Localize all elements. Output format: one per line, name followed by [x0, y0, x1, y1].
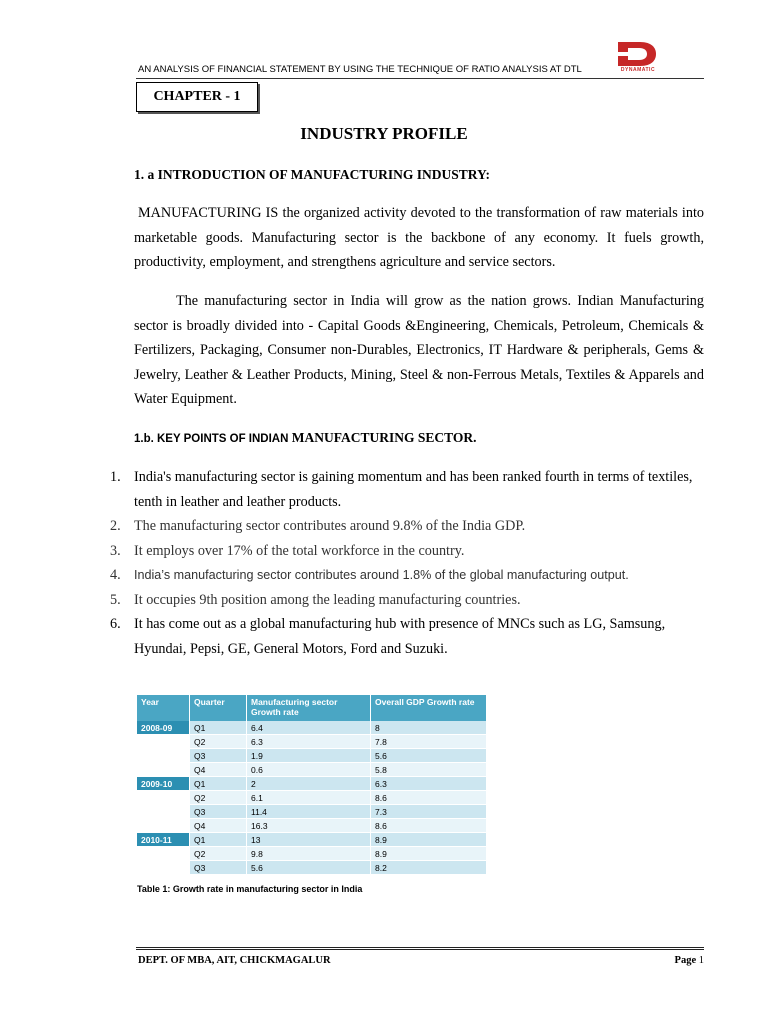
section-a-heading: 1. a INTRODUCTION OF MANUFACTURING INDUSTRY: [134, 167, 491, 182]
table-row [137, 735, 487, 749]
intro-paragraph [134, 201, 704, 275]
table-cell: Q3 [190, 805, 247, 819]
table-cell: 9.8 [247, 847, 371, 861]
table-row [137, 791, 487, 805]
key-points-list [110, 465, 704, 661]
header-title: AN ANALYSIS OF FINANCIAL STATEMENT BY USING THE TECHNIQUE OF RATIO ANALYSIS AT DTL [138, 64, 582, 75]
table-cell: Q1 [190, 777, 247, 791]
sector-paragraph [134, 289, 704, 412]
table-row [137, 861, 487, 875]
table-header-cell: Overall GDP Growth rate [371, 695, 487, 721]
table-cell [137, 847, 190, 861]
list-number: 1. [110, 469, 121, 485]
table-cell: 6.1 [247, 791, 371, 805]
table-cell: 5.6 [371, 749, 487, 763]
table-cell: 16.3 [247, 819, 371, 833]
page-title: INDUSTRY PROFILE [300, 124, 468, 143]
table-cell: Q4 [190, 819, 247, 833]
table-cell: 8.6 [371, 791, 487, 805]
table-cell: 8.2 [371, 861, 487, 875]
page-number: 1 [698, 955, 704, 966]
table-cell: 7.3 [371, 805, 487, 819]
table-row [137, 833, 487, 847]
list-text: The manufacturing sector contributes around 9.8% of the India GDP. [134, 518, 526, 534]
table-cell [137, 763, 190, 777]
table-cell [137, 819, 190, 833]
table-row [137, 805, 487, 819]
table-cell [137, 735, 190, 749]
section-b-heading [134, 430, 477, 446]
table-cell: 8.9 [371, 847, 487, 861]
table-header-cell: Quarter [190, 695, 247, 721]
table-cell: 1.9 [247, 749, 371, 763]
intro-paragraph-text: MANUFACTURING IS the organized activity devoted to the transformation of raw materials into marketable goods. Manufacturing sector is the backbone of any economy. It fuels growth, productivity, employment, and strengthens agriculture and service sectors. [134, 205, 704, 270]
list-text: India’s manufacturing sector contributes around 1.8% of the global manufacturing output. [134, 568, 629, 582]
table-header-cell: Year [137, 695, 190, 721]
chapter-label: CHAPTER - 1 [136, 82, 258, 112]
list-number: 4. [110, 567, 121, 583]
table-cell: 2008-09 [137, 721, 190, 735]
list-number: 6. [110, 616, 121, 632]
list-number: 2. [110, 518, 121, 534]
list-text: It employs over 17% of the total workforce in the country. [134, 542, 465, 559]
growth-rate-table [137, 695, 487, 875]
table-cell: 13 [247, 833, 371, 847]
section-b-prefix: 1.b. KEY POINTS OF INDIAN [134, 433, 289, 445]
table-cell [137, 805, 190, 819]
table-cell: 8 [371, 721, 487, 735]
section-b-suffix: MANUFACTURING SECTOR. [291, 430, 477, 445]
table-cell: 2009-10 [137, 777, 190, 791]
list-text: It occupies 9th position among the leading manufacturing countries. [134, 591, 521, 608]
header-rule [136, 78, 704, 79]
table-cell: 6.3 [247, 735, 371, 749]
list-item [110, 539, 704, 564]
page-label: Page [674, 955, 697, 966]
table-cell: Q1 [190, 721, 247, 735]
table-cell: 6.4 [247, 721, 371, 735]
table-cell: Q2 [190, 735, 247, 749]
table-cell: Q3 [190, 749, 247, 763]
table-cell: 5.8 [371, 763, 487, 777]
table-cell [137, 861, 190, 875]
table-cell: 5.6 [247, 861, 371, 875]
table-cell [137, 749, 190, 763]
footer-department: DEPT. OF MBA, AIT, CHICKMAGALUR [138, 955, 331, 966]
list-number: 3. [110, 542, 121, 559]
logo-text: DYNAMATIC [620, 67, 656, 73]
table-cell: Q2 [190, 791, 247, 805]
table-cell: Q1 [190, 833, 247, 847]
table-row [137, 763, 487, 777]
table-header-row [137, 695, 487, 721]
table-cell: 0.6 [247, 763, 371, 777]
table-row [137, 847, 487, 861]
list-item [110, 588, 704, 613]
list-item [110, 465, 704, 514]
table-cell [137, 791, 190, 805]
table-row [137, 721, 487, 735]
dynamatic-logo [614, 38, 660, 78]
table-cell: Q4 [190, 763, 247, 777]
table-row [137, 819, 487, 833]
table-cell: 6.3 [371, 777, 487, 791]
footer-rule [136, 947, 704, 950]
table-cell: 2 [247, 777, 371, 791]
list-number: 5. [110, 591, 121, 608]
table-cell: 8.9 [371, 833, 487, 847]
list-item [110, 514, 704, 539]
list-text: India's manufacturing sector is gaining momentum and has been ranked fourth in terms of textiles, tenth in leather and leather products. [134, 469, 693, 510]
list-item [110, 563, 704, 588]
table-row [137, 749, 487, 763]
table-cell: 7.8 [371, 735, 487, 749]
table-row [137, 777, 487, 791]
table-cell: 2010-11 [137, 833, 190, 847]
table-cell: Q2 [190, 847, 247, 861]
table-caption: Table 1: Growth rate in manufacturing sector in India [137, 884, 363, 894]
footer-page [675, 955, 704, 966]
table-cell: 8.6 [371, 819, 487, 833]
table-header-cell: Manufacturing sector Growth rate [247, 695, 371, 721]
table-cell: 11.4 [247, 805, 371, 819]
sector-paragraph-text: The manufacturing sector in India will grow as the nation grows. Indian Manufacturing sector is broadly divided into - Capital Goods &Engineering, Chemicals, Petroleum, Chemicals & Fertilizers, Packaging, Consumer non-Durables, Electronics, IT Hardware & peripherals, Gems & Jewelry, Leather & Leather Products, Mining, Steel & non-Ferrous Metals, Textiles & Apparels and Water Equipment. [134, 293, 704, 407]
list-text: It has come out as a global manufacturing hub with presence of MNCs such as LG, Samsung, Hyundai, Pepsi, GE, General Motors, Ford and Suzuki. [134, 616, 666, 657]
list-item [110, 612, 704, 661]
table-cell: Q3 [190, 861, 247, 875]
